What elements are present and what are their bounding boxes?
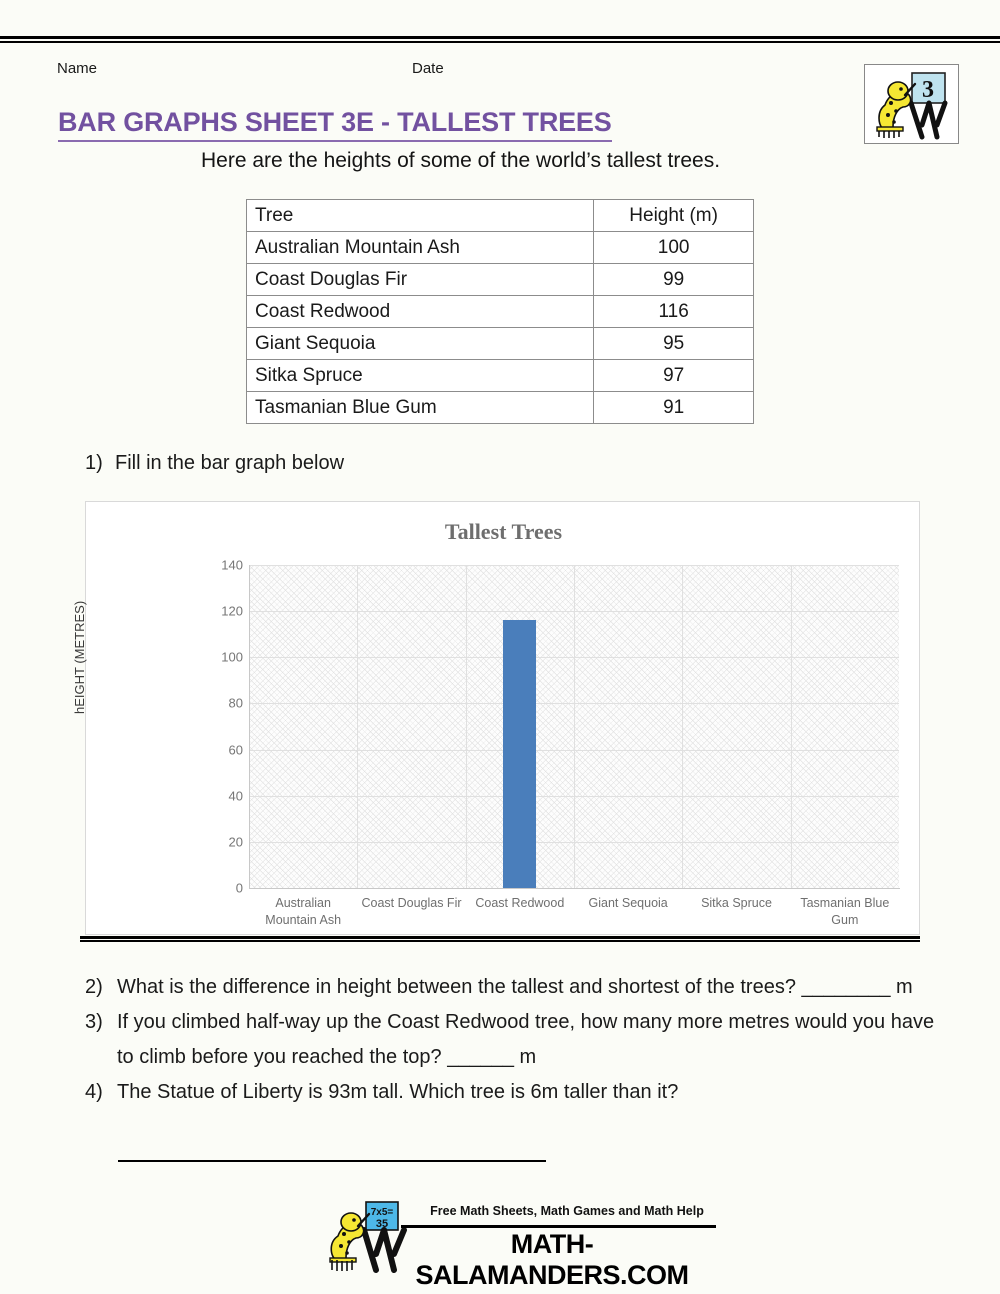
table-row (247, 232, 754, 264)
chart-x-category-label: Giant Sequoia (588, 896, 668, 910)
chart-y-tick-label: 140 (221, 557, 243, 573)
chart-x-category-label: Sitka Spruce (701, 896, 772, 910)
question-1-text: Fill in the bar graph below (115, 452, 345, 474)
footer-site-url: MATH-SALAMANDERS.COM (415, 1229, 689, 1290)
chart-y-tick-label: 40 (228, 788, 243, 804)
column-header-tree: Tree (247, 200, 594, 232)
name-label: Name (57, 60, 98, 77)
date-label: Date (412, 60, 444, 77)
cell-tree-name: Australian Mountain Ash (247, 232, 594, 264)
cell-tree-name: Coast Douglas Fir (247, 264, 594, 296)
question-2 (85, 970, 945, 1005)
chart-gridline-vertical (357, 565, 358, 888)
chart-y-tick-label: 100 (221, 649, 243, 665)
chart-gridline-vertical (682, 565, 683, 888)
chart-y-axis (249, 565, 250, 889)
chart-y-tick-label: 0 (235, 880, 243, 896)
subtitle-text: Here are the heights of some of the world’s tallest trees. (201, 149, 721, 172)
table-row (247, 264, 754, 296)
chart-x-category-label: Coast Redwood (475, 896, 565, 910)
table-body (247, 232, 754, 424)
bar-chart (72, 501, 920, 935)
table-header-row (247, 200, 754, 232)
salamander-badge-icon (865, 65, 958, 143)
chart-x-axis (249, 888, 900, 889)
chart-y-axis-label: hEIGHT (METRES) (72, 600, 87, 714)
question-3 (85, 1005, 945, 1075)
column-header-height: Height (m) (594, 200, 754, 232)
chart-x-category-label: Coast Douglas Fir (361, 896, 462, 910)
sheet-number-badge (864, 64, 959, 144)
table-row (247, 296, 754, 328)
table-head (247, 200, 754, 232)
table-row (247, 360, 754, 392)
table-row (247, 392, 754, 424)
question-4-number: 4) (85, 1081, 103, 1103)
chart-x-category-label: Tasmanian Blue Gum (800, 896, 890, 927)
chart-x-category-label: Australian Mountain Ash (265, 896, 342, 927)
chart-title: Tallest Trees (444, 519, 563, 544)
question-2-text: What is the difference in height between the tallest and shortest of the trees? ________ m (117, 976, 913, 998)
question-4-text: The Statue of Liberty is 93m tall. Which tree is 6m taller than it? (117, 1081, 679, 1103)
cell-tree-height: 91 (594, 392, 754, 424)
chart-bar (503, 620, 536, 888)
svg-text:7x5=: 7x5= (370, 1207, 394, 1218)
svg-text:3: 3 (922, 77, 934, 103)
svg-text:35: 35 (375, 1218, 389, 1230)
cell-tree-height: 99 (594, 264, 754, 296)
table-row (247, 328, 754, 360)
chart-y-tick-label: 20 (228, 834, 243, 850)
chart-gridline-vertical (466, 565, 467, 888)
answer-blank-line-question-4[interactable] (118, 1160, 546, 1162)
site-footer (318, 1198, 718, 1290)
top-divider-rule (0, 36, 1000, 43)
cell-tree-name: Tasmanian Blue Gum (247, 392, 594, 424)
footer-tagline: Free Math Sheets, Math Games and Math Help (430, 1204, 704, 1218)
cell-tree-height: 95 (594, 328, 754, 360)
question-3-text: If you climbed half-way up the Coast Redwood tree, how many more metres would you have to climb before you reached the top? ______ m (117, 1011, 935, 1068)
cell-tree-height: 116 (594, 296, 754, 328)
chart-plot-area (249, 565, 899, 888)
question-4 (85, 1075, 945, 1110)
page-title: BAR GRAPHS SHEET 3E - TALLEST TREES (58, 108, 612, 142)
question-1 (85, 452, 344, 475)
chart-gridline-vertical (791, 565, 792, 888)
question-2-number: 2) (85, 976, 103, 998)
cell-tree-name: Coast Redwood (247, 296, 594, 328)
footer-divider-rule (401, 1225, 716, 1228)
chart-y-tick-label: 80 (228, 695, 243, 711)
question-list (85, 970, 945, 1110)
cell-tree-name: Sitka Spruce (247, 360, 594, 392)
chart-gridline-vertical (574, 565, 575, 888)
chart-y-tick-label: 120 (221, 603, 243, 619)
tree-heights-table (246, 199, 754, 424)
question-3-number: 3) (85, 1011, 103, 1033)
question-1-number: 1) (85, 452, 103, 474)
cell-tree-height: 97 (594, 360, 754, 392)
cell-tree-height: 100 (594, 232, 754, 264)
chart-bottom-divider-rule (80, 936, 920, 942)
chart-y-tick-label: 60 (228, 742, 243, 758)
cell-tree-name: Giant Sequoia (247, 328, 594, 360)
